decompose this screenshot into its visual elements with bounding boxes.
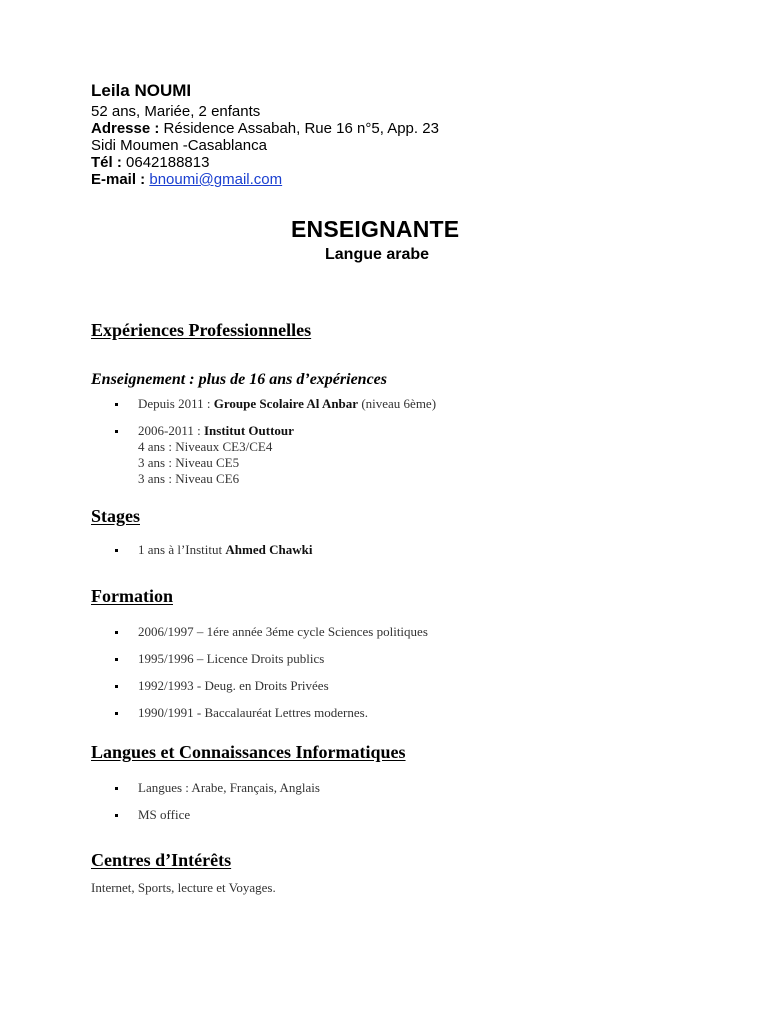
bullet-icon	[115, 403, 118, 406]
job-title: ENSEIGNANTE	[291, 216, 460, 242]
detail-line	[91, 471, 436, 487]
stages-heading: Stages	[91, 506, 140, 526]
list-item	[91, 780, 320, 796]
bullet-icon	[115, 658, 118, 661]
experience-heading: Expériences Professionnelles	[91, 320, 312, 340]
experience-list	[91, 396, 436, 487]
age-status: 52 ans, Mariée, 2 enfants	[91, 103, 261, 120]
item-text: MS office	[138, 807, 191, 822]
bullet-icon	[115, 631, 118, 634]
item-text: Langues : Arabe, Français, Anglais	[138, 780, 320, 795]
detail-text: 3 ans : Niveau CE5	[138, 455, 240, 470]
detail-line	[91, 439, 436, 455]
list-item	[91, 423, 436, 439]
item-employer: Institut Outtour	[203, 423, 294, 438]
bullet-icon	[115, 712, 118, 715]
item-prefix: 1 ans à l’Institut	[138, 542, 226, 557]
bullet-icon	[115, 430, 118, 433]
address-city: Sidi Moumen -Casablanca	[91, 137, 267, 154]
bullet-icon	[115, 814, 118, 817]
list-item	[91, 705, 428, 721]
item-text: 1995/1996 – Licence Droits publics	[138, 651, 325, 666]
list-item	[91, 396, 436, 412]
interests-text: Internet, Sports, lecture et Voyages.	[91, 880, 276, 895]
list-item	[91, 542, 312, 558]
address-line	[91, 120, 439, 137]
languages-heading: Langues et Connaissances Informatiques	[91, 742, 406, 762]
address-value: Résidence Assabah, Rue 16 n°5, App. 23	[163, 120, 439, 137]
item-employer: Groupe Scolaire Al Anbar	[213, 396, 359, 411]
item-institution: Ahmed Chawki	[225, 542, 313, 557]
stages-list	[91, 542, 312, 558]
languages-list	[91, 780, 320, 834]
item-text: 2006/1997 – 1ére année 3éme cycle Sciences politiques	[138, 624, 428, 639]
item-prefix: 2006-2011 :	[138, 423, 204, 438]
email-label: E-mail :	[91, 171, 146, 188]
item-text: 1992/1993 - Deug. en Droits Privées	[138, 678, 329, 693]
bullet-icon	[115, 787, 118, 790]
bullet-icon	[115, 549, 118, 552]
list-item	[91, 678, 428, 694]
phone-value: 0642188813	[126, 154, 210, 171]
detail-line	[91, 455, 436, 471]
bullet-icon	[115, 685, 118, 688]
list-item	[91, 651, 428, 667]
list-item	[91, 807, 320, 823]
address-label: Adresse :	[91, 120, 160, 137]
item-text: 1990/1991 - Baccalauréat Lettres modernes.	[138, 705, 368, 720]
person-name: Leila NOUMI	[91, 81, 192, 100]
email-line	[91, 171, 439, 188]
detail-text: 4 ans : Niveaux CE3/CE4	[138, 439, 273, 454]
interests-heading: Centres d’Intérêts	[91, 850, 232, 870]
detail-text: 3 ans : Niveau CE6	[138, 471, 240, 486]
job-subject: Langue arabe	[325, 246, 430, 263]
email-link[interactable]: bnoumi@gmail.com	[149, 171, 283, 188]
formation-list	[91, 624, 428, 732]
phone-line	[91, 154, 439, 171]
item-suffix: (niveau 6ème)	[358, 396, 437, 411]
formation-heading: Formation	[91, 586, 173, 606]
phone-label: Tél :	[91, 154, 122, 171]
item-prefix: Depuis 2011 :	[138, 396, 214, 411]
contact-block	[91, 80, 439, 188]
list-item	[91, 624, 428, 640]
experience-subheading: Enseignement : plus de 16 ans d’expériences	[91, 371, 387, 388]
